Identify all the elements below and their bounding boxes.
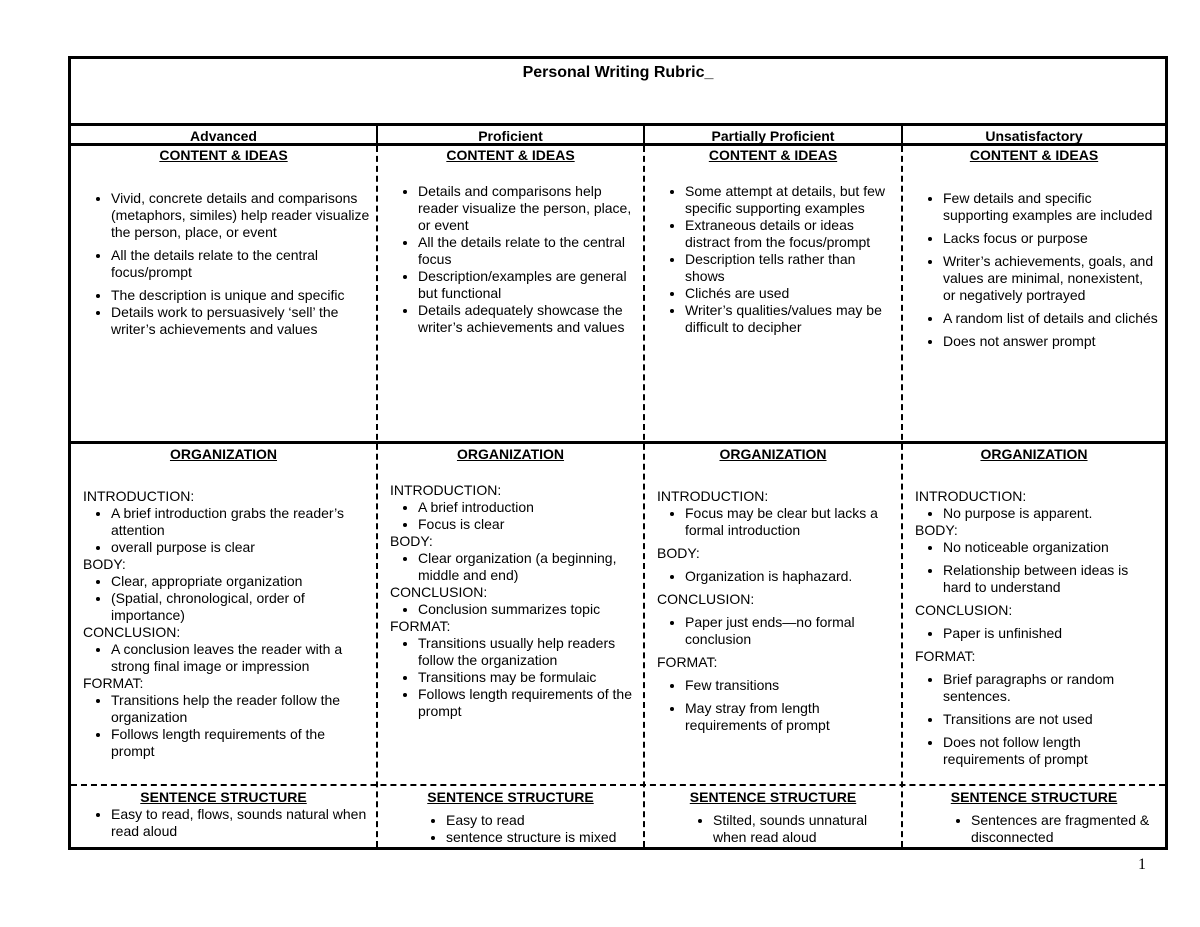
section-title: CONTENT & IDEAS <box>708 147 838 163</box>
list-item: • Clear organization (a beginning, middle and end) <box>418 550 637 584</box>
list-item: • Does not answer prompt <box>943 333 1159 350</box>
section-title: ORGANIZATION <box>719 446 827 462</box>
header-partially-proficient: Partially Proficient <box>711 128 835 144</box>
body-label: BODY: <box>390 533 433 549</box>
rubric-title: Personal Writing Rubric_ <box>522 64 714 81</box>
list-item: • Does not follow length requirements of prompt <box>943 734 1159 768</box>
list-item: • (Spatial, chronological, order of importance) <box>111 590 370 624</box>
section-title: CONTENT & IDEAS <box>159 147 288 163</box>
list-item: • Stilted, sounds unnatural when read aloud <box>713 812 895 846</box>
list-item: • Transitions may be formulaic <box>418 669 637 686</box>
list-item: • A brief introduction grabs the reader’s attention <box>111 505 370 539</box>
list-item: • Details and comparisons help reader visualize the person, place, or event <box>418 183 637 234</box>
sentence-unsat-cell <box>903 789 1165 846</box>
format-label: FORMAT: <box>915 648 976 664</box>
list-item: • May stray from length requirements of prompt <box>685 700 895 734</box>
list-item: • Some attempt at details, but few specific supporting examples <box>685 183 895 217</box>
section-title: ORGANIZATION <box>169 446 278 462</box>
content-advanced-cell <box>71 147 376 344</box>
list-item: • All the details relate to the central focus/prompt <box>111 247 370 281</box>
list-item: • A conclusion leaves the reader with a strong final image or impression <box>111 641 370 675</box>
list-item: • No noticeable organization <box>943 539 1159 556</box>
list-item: • No purpose is apparent. <box>943 505 1159 522</box>
list-item: • Transitions help the reader follow the organization <box>111 692 370 726</box>
content-proficient-cell <box>378 147 643 336</box>
format-label: FORMAT: <box>83 675 144 691</box>
list-item: • Paper is unfinished <box>943 625 1159 642</box>
intro-label: INTRODUCTION: <box>390 482 502 498</box>
conclusion-label: CONCLUSION: <box>657 591 755 607</box>
list-item: • Sentences are fragmented & disconnected <box>971 812 1159 846</box>
header-unsatisfactory: Unsatisfactory <box>985 128 1083 144</box>
body-label: BODY: <box>657 545 700 561</box>
content-divider <box>71 441 1165 444</box>
conclusion-label: CONCLUSION: <box>915 602 1013 618</box>
page-number: 1 <box>1138 856 1146 873</box>
body-label: BODY: <box>83 556 126 572</box>
list-item: • Description tells rather than shows <box>685 251 895 285</box>
list-item: • A brief introduction <box>418 499 637 516</box>
conclusion-label: CONCLUSION: <box>390 584 488 600</box>
section-title: SENTENCE STRUCTURE <box>950 789 1118 805</box>
list-item: • Focus may be clear but lacks a formal introduction <box>685 505 895 539</box>
format-label: FORMAT: <box>390 618 451 634</box>
list-item: • Easy to read, flows, sounds natural when read aloud <box>111 806 370 840</box>
organization-unsat-cell <box>903 446 1165 774</box>
intro-label: INTRODUCTION: <box>83 488 195 504</box>
section-title: CONTENT & IDEAS <box>446 147 575 163</box>
list-item: • Brief paragraphs or random sentences. <box>943 671 1159 705</box>
list-item: • The description is unique and specific <box>111 287 370 304</box>
sentence-partial-cell <box>645 789 901 846</box>
section-title: SENTENCE STRUCTURE <box>427 789 594 805</box>
list-item: • sentence structure is mixed <box>446 829 637 846</box>
intro-label: INTRODUCTION: <box>915 488 1027 504</box>
list-item: • Focus is clear <box>418 516 637 533</box>
body-label: BODY: <box>915 522 958 538</box>
intro-label: INTRODUCTION: <box>657 488 769 504</box>
organization-proficient-cell <box>378 446 643 720</box>
list-item: • Conclusion summarizes topic <box>418 601 637 618</box>
title-divider <box>71 123 1165 126</box>
list-item: • Paper just ends—no formal conclusion <box>685 614 895 648</box>
list-item: • Details work to persuasively ‘sell’ the writer’s achievements and values <box>111 304 370 338</box>
header-proficient: Proficient <box>478 128 543 144</box>
list-item: • Transitions are not used <box>943 711 1159 728</box>
header-advanced: Advanced <box>190 128 257 144</box>
list-item: • Writer’s achievements, goals, and values are minimal, nonexistent, or negatively portrayed <box>943 253 1159 304</box>
content-partial-cell <box>645 147 901 336</box>
list-item: • Details adequately showcase the writer’s achievements and values <box>418 302 637 336</box>
list-item: • Organization is haphazard. <box>685 568 895 585</box>
list-item: • Transitions usually help readers follow the organization <box>418 635 637 669</box>
conclusion-label: CONCLUSION: <box>83 624 181 640</box>
format-label: FORMAT: <box>657 654 718 670</box>
list-item: • Writer’s qualities/values may be difficult to decipher <box>685 302 895 336</box>
list-item: • Few details and specific supporting examples are included <box>943 190 1159 224</box>
organization-advanced-cell <box>71 446 376 760</box>
list-item: • overall purpose is clear <box>111 539 370 556</box>
list-item: • All the details relate to the central focus <box>418 234 637 268</box>
list-item: • A random list of details and clichés <box>943 310 1159 327</box>
list-item: • Follows length requirements of the prompt <box>111 726 370 760</box>
list-item: • Relationship between ideas is hard to understand <box>943 562 1159 596</box>
list-item: • Easy to read <box>446 812 637 829</box>
organization-divider <box>71 784 1165 786</box>
section-title: SENTENCE STRUCTURE <box>140 789 307 805</box>
section-title: ORGANIZATION <box>456 446 565 462</box>
list-item: • Description/examples are general but functional <box>418 268 637 302</box>
list-item: • Few transitions <box>685 677 895 694</box>
list-item: • Clear, appropriate organization <box>111 573 370 590</box>
sentence-proficient-cell <box>378 789 643 846</box>
list-item: • Follows length requirements of the prompt <box>418 686 637 720</box>
list-item: • Lacks focus or purpose <box>943 230 1159 247</box>
list-item: • Clichés are used <box>685 285 895 302</box>
section-title: ORGANIZATION <box>980 446 1088 462</box>
rubric-table <box>68 56 1168 850</box>
organization-partial-cell <box>645 446 901 740</box>
section-title: SENTENCE STRUCTURE <box>689 789 857 805</box>
content-unsat-cell <box>903 147 1165 356</box>
sentence-advanced-cell <box>71 789 376 840</box>
section-title: CONTENT & IDEAS <box>969 147 1099 163</box>
list-item: • Extraneous details or ideas distract from the focus/prompt <box>685 217 895 251</box>
list-item: • Vivid, concrete details and comparisons (metaphors, similes) help reader visualize the person, place, or event <box>111 190 370 241</box>
